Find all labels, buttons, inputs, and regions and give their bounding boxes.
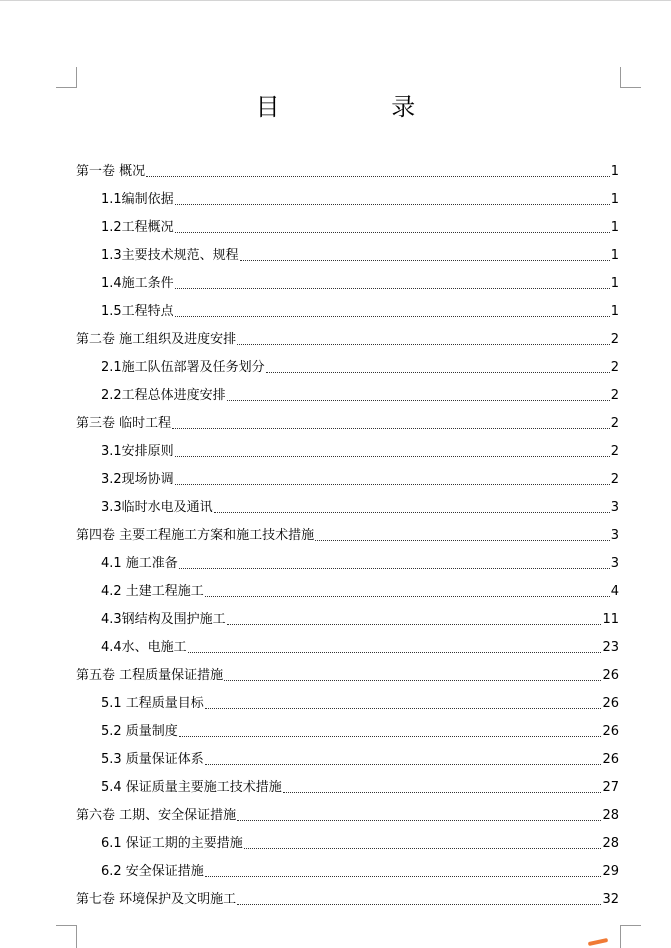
toc-dot-leader bbox=[205, 763, 602, 765]
toc-dot-leader bbox=[179, 567, 610, 569]
toc-dot-leader bbox=[224, 679, 601, 681]
toc-dot-leader bbox=[205, 707, 602, 709]
toc-page-number: 2 bbox=[610, 416, 619, 431]
toc-page-number: 1 bbox=[610, 164, 619, 179]
toc-dot-leader bbox=[146, 175, 610, 177]
toc-dot-leader bbox=[214, 511, 610, 513]
toc-dot-leader bbox=[205, 595, 610, 597]
toc-section-entry[interactable] bbox=[76, 741, 619, 769]
toc-section-entry[interactable] bbox=[76, 629, 619, 657]
toc-section-entry[interactable] bbox=[76, 265, 619, 293]
toc-section-entry[interactable] bbox=[76, 209, 619, 237]
toc-dot-leader bbox=[237, 819, 601, 821]
toc-section-entry[interactable] bbox=[76, 489, 619, 517]
toc-dot-leader bbox=[266, 371, 610, 373]
toc-section-entry[interactable] bbox=[76, 181, 619, 209]
toc-page-number: 3 bbox=[610, 500, 619, 515]
toc-title: 目 录 bbox=[255, 93, 468, 121]
toc-section-entry[interactable] bbox=[76, 573, 619, 601]
toc-page-number: 1 bbox=[610, 304, 619, 319]
toc-entry-label: 2.2工程总体进度安排 bbox=[101, 388, 226, 403]
toc-page-number: 26 bbox=[602, 752, 619, 767]
toc-section-entry[interactable] bbox=[76, 237, 619, 265]
toc-entry-label: 第二卷 施工组织及进度安排 bbox=[76, 332, 237, 347]
toc-section-entry[interactable] bbox=[76, 433, 619, 461]
toc-dot-leader bbox=[237, 903, 601, 905]
toc-entry-label: 2.1施工队伍部署及任务划分 bbox=[101, 360, 265, 375]
toc-entry-label: 第三卷 临时工程 bbox=[76, 416, 172, 431]
toc-page-number: 1 bbox=[610, 220, 619, 235]
toc-dot-leader bbox=[175, 455, 610, 457]
toc-section-entry[interactable] bbox=[76, 825, 619, 853]
toc-page-number: 2 bbox=[610, 388, 619, 403]
toc-page-number: 26 bbox=[602, 668, 619, 683]
toc-page-number: 23 bbox=[602, 640, 619, 655]
crop-mark-top-left bbox=[56, 67, 77, 88]
toc-entry-label: 3.3临时水电及通讯 bbox=[101, 500, 213, 515]
toc-chapter-entry[interactable] bbox=[76, 153, 619, 181]
toc-dot-leader bbox=[283, 791, 602, 793]
toc-dot-leader bbox=[175, 483, 610, 485]
toc-entry-label: 3.2现场协调 bbox=[101, 472, 174, 487]
toc-dot-leader bbox=[244, 847, 602, 849]
crop-mark-top-right bbox=[620, 67, 641, 88]
toc-section-entry[interactable] bbox=[76, 349, 619, 377]
toc-page-number: 11 bbox=[602, 612, 619, 627]
toc-page-number: 1 bbox=[610, 276, 619, 291]
toc-dot-leader bbox=[172, 427, 610, 429]
table-of-contents bbox=[76, 153, 619, 909]
toc-chapter-entry[interactable] bbox=[76, 517, 619, 545]
toc-dot-leader bbox=[205, 875, 602, 877]
crop-mark-bottom-right bbox=[620, 925, 641, 948]
toc-dot-leader bbox=[179, 735, 602, 737]
toc-dot-leader bbox=[188, 651, 602, 653]
toc-entry-label: 1.4施工条件 bbox=[101, 276, 174, 291]
toc-page-number: 28 bbox=[602, 836, 619, 851]
toc-page-number: 26 bbox=[602, 724, 619, 739]
toc-dot-leader bbox=[175, 231, 610, 233]
toc-section-entry[interactable] bbox=[76, 461, 619, 489]
edge-mark bbox=[588, 938, 608, 946]
toc-entry-label: 5.4 保证质量主要施工技术措施 bbox=[101, 780, 282, 795]
toc-entry-label: 1.1编制依据 bbox=[101, 192, 174, 207]
toc-entry-label: 第六卷 工期、安全保证措施 bbox=[76, 808, 237, 823]
toc-section-entry[interactable] bbox=[76, 769, 619, 797]
toc-chapter-entry[interactable] bbox=[76, 881, 619, 909]
toc-entry-label: 5.2 质量制度 bbox=[101, 724, 178, 739]
toc-chapter-entry[interactable] bbox=[76, 657, 619, 685]
toc-page-number: 1 bbox=[610, 248, 619, 263]
toc-section-entry[interactable] bbox=[76, 685, 619, 713]
toc-dot-leader bbox=[227, 623, 602, 625]
toc-page-number: 1 bbox=[610, 192, 619, 207]
toc-page-number: 2 bbox=[610, 472, 619, 487]
toc-entry-label: 6.2 安全保证措施 bbox=[101, 864, 204, 879]
toc-entry-label: 3.1安排原则 bbox=[101, 444, 174, 459]
toc-page-number: 3 bbox=[610, 528, 619, 543]
toc-page-number: 26 bbox=[602, 696, 619, 711]
toc-page-number: 3 bbox=[610, 556, 619, 571]
toc-page-number: 2 bbox=[610, 444, 619, 459]
toc-entry-label: 第七卷 环境保护及文明施工 bbox=[76, 892, 237, 907]
toc-section-entry[interactable] bbox=[76, 713, 619, 741]
toc-section-entry[interactable] bbox=[76, 601, 619, 629]
toc-dot-leader bbox=[175, 315, 610, 317]
toc-entry-label: 4.2 土建工程施工 bbox=[101, 584, 204, 599]
toc-dot-leader bbox=[175, 203, 610, 205]
toc-entry-label: 1.5工程特点 bbox=[101, 304, 174, 319]
toc-entry-label: 第五卷 工程质量保证措施 bbox=[76, 668, 224, 683]
toc-page-number: 27 bbox=[602, 780, 619, 795]
crop-mark-bottom-left bbox=[56, 925, 77, 948]
toc-page-number: 2 bbox=[610, 360, 619, 375]
toc-page-number: 2 bbox=[610, 332, 619, 347]
toc-entry-label: 4.1 施工准备 bbox=[101, 556, 178, 571]
toc-page-number: 32 bbox=[602, 892, 619, 907]
toc-entry-label: 第一卷 概况 bbox=[76, 164, 146, 179]
toc-chapter-entry[interactable] bbox=[76, 405, 619, 433]
toc-entry-label: 6.1 保证工期的主要措施 bbox=[101, 836, 243, 851]
toc-dot-leader bbox=[240, 259, 610, 261]
toc-page-number: 28 bbox=[602, 808, 619, 823]
toc-entry-label: 4.4水、电施工 bbox=[101, 640, 187, 655]
toc-dot-leader bbox=[315, 539, 610, 541]
toc-section-entry[interactable] bbox=[76, 545, 619, 573]
toc-entry-label: 4.3钢结构及围护施工 bbox=[101, 612, 226, 627]
toc-entry-label: 1.2工程概况 bbox=[101, 220, 174, 235]
toc-entry-label: 第四卷 主要工程施工方案和施工技术措施 bbox=[76, 528, 315, 543]
page-top-border bbox=[0, 0, 671, 1]
toc-section-entry[interactable] bbox=[76, 853, 619, 881]
toc-page-number: 29 bbox=[602, 864, 619, 879]
toc-entry-label: 5.3 质量保证体系 bbox=[101, 752, 204, 767]
toc-entry-label: 1.3主要技术规范、规程 bbox=[101, 248, 239, 263]
toc-section-entry[interactable] bbox=[76, 293, 619, 321]
toc-entry-label: 5.1 工程质量目标 bbox=[101, 696, 204, 711]
toc-chapter-entry[interactable] bbox=[76, 321, 619, 349]
toc-dot-leader bbox=[227, 399, 610, 401]
toc-page-number: 4 bbox=[610, 584, 619, 599]
toc-dot-leader bbox=[175, 287, 610, 289]
toc-section-entry[interactable] bbox=[76, 377, 619, 405]
toc-dot-leader bbox=[237, 343, 610, 345]
toc-chapter-entry[interactable] bbox=[76, 797, 619, 825]
